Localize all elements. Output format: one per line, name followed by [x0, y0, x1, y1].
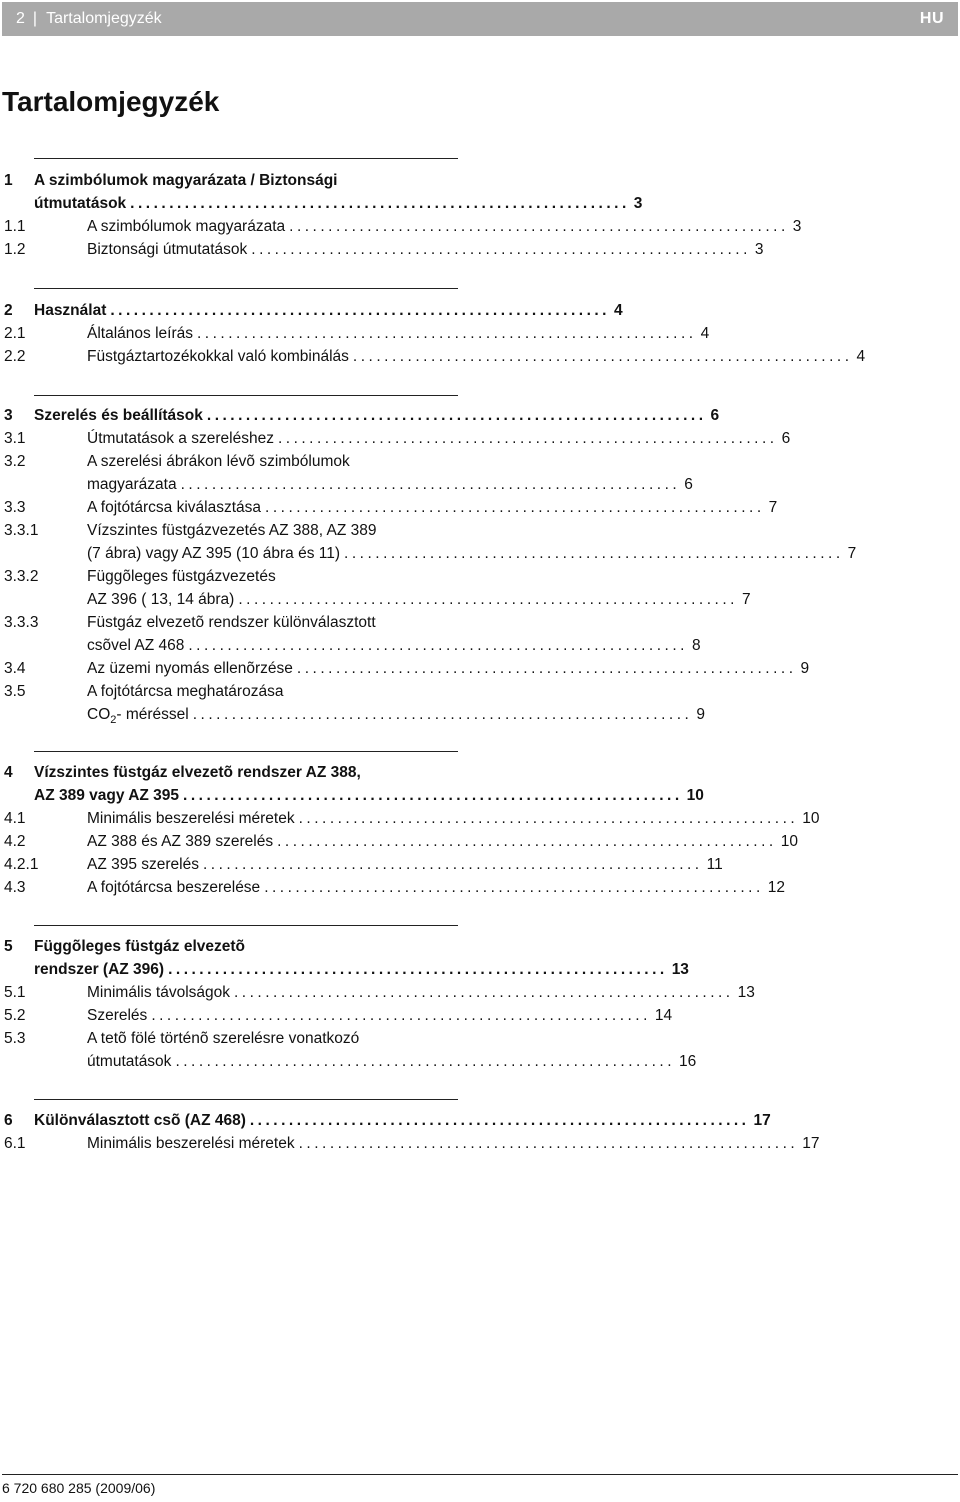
leader-dots: ................................................................: [110, 302, 610, 319]
toc-entry-number: 3.1: [4, 430, 26, 447]
toc-entry-title: A szimbólumok magyarázata: [87, 218, 286, 235]
toc-entry-3-3-1[interactable]: [4, 521, 458, 541]
leader-dots: ................................................................: [180, 476, 681, 493]
leader-dots: ................................................................: [196, 325, 697, 342]
section-divider: [34, 288, 458, 289]
toc-entry-title: A fojtótárcsa kiválasztása: [87, 499, 262, 516]
toc-entry-title: Használat: [34, 302, 107, 319]
toc-entry-title: Minimális távolságok: [87, 984, 230, 1001]
toc-entry-title: Minimális beszerelési méretek: [87, 810, 295, 827]
toc-entry-number: 3: [4, 407, 13, 424]
toc-entry-title: Biztonsági útmutatások: [87, 241, 248, 258]
toc-entry-number: 3.3.2: [4, 568, 39, 585]
toc-entry-page: 7: [741, 591, 751, 608]
toc-entry-4-1[interactable]: [4, 809, 820, 829]
toc-entry-3-3-3-cont[interactable]: [4, 636, 701, 656]
toc-entry-number: 5.3: [4, 1030, 26, 1047]
leader-dots: ................................................................: [175, 1053, 676, 1070]
toc-entry-title: Vízszintes füstgáz elvezetõ rendszer AZ 388,: [34, 764, 361, 781]
toc-entry-number: 3.4: [4, 660, 26, 677]
toc-entry-page: 14: [654, 1007, 673, 1024]
toc-entry-page: 6: [781, 430, 791, 447]
section-divider: [34, 925, 458, 926]
leader-dots: ................................................................: [298, 810, 799, 827]
toc-entry-number: 2.1: [4, 325, 26, 342]
toc-entry-page: 6: [684, 476, 693, 493]
leader-dots: ................................................................: [277, 833, 777, 850]
toc-entry-1-2[interactable]: [4, 240, 764, 260]
toc-entry-title: AZ 396 ( 13, 14 ábra): [87, 591, 235, 608]
toc-entry-title: A szerelési ábrákon lévõ szimbólumok: [87, 453, 350, 470]
toc-entry-4-2[interactable]: [4, 832, 798, 852]
toc-entry-5-2[interactable]: [4, 1006, 673, 1026]
toc-entry-1-cont[interactable]: [4, 194, 643, 214]
leader-dots: ................................................................: [344, 545, 844, 562]
toc-entry-3-5[interactable]: [4, 682, 458, 702]
page-title: Tartalomjegyzék: [2, 86, 220, 117]
toc-entry-page: 13: [737, 984, 755, 1001]
section-divider: [34, 1099, 458, 1100]
leader-dots: ................................................................: [168, 961, 668, 978]
section-divider: [34, 395, 458, 396]
toc-entry-3-5-cont[interactable]: [4, 705, 705, 726]
leader-dots: ................................................................: [234, 984, 734, 1001]
toc-entry-title: A tetõ fölé történõ szerelésre vonatkozó: [87, 1030, 360, 1047]
toc-entry-number: 1: [4, 172, 13, 189]
toc-entry-number: 5.2: [4, 1007, 26, 1024]
toc-entry-number: 3.5: [4, 683, 26, 700]
toc-entry-page: 3: [792, 218, 802, 235]
toc-entry-page: 17: [802, 1135, 820, 1152]
toc-entry-page: 4: [856, 348, 866, 365]
toc-entry-title: Füstgáz elvezetõ rendszer különválasztott: [87, 614, 376, 631]
section-divider: [34, 158, 458, 159]
toc-entry-page: 7: [847, 545, 857, 562]
section-divider: [34, 751, 458, 752]
leader-dots: ................................................................: [249, 1112, 750, 1129]
toc-entry-title: AZ 388 és AZ 389 szerelés: [87, 833, 274, 850]
toc-entry-number: 2.2: [4, 348, 26, 365]
toc-entry-1[interactable]: [4, 171, 458, 191]
toc-entry-5-3-cont[interactable]: [4, 1052, 697, 1072]
toc-entry-page: 6: [710, 407, 720, 424]
toc-entry-title: AZ 389 vagy AZ 395: [34, 787, 180, 804]
toc-entry-title: [87, 705, 189, 730]
toc-entry-page: 10: [780, 833, 798, 850]
toc-entry-page: 9: [696, 706, 705, 723]
toc-entry-title: A fojtótárcsa meghatározása: [87, 683, 284, 700]
toc-entry-title: Szerelés: [87, 1007, 148, 1024]
toc-entry-title: Az üzemi nyomás ellenõrzése: [87, 660, 293, 677]
toc-entry-title: magyarázata: [87, 476, 177, 493]
toc-entry-3-3-2[interactable]: [4, 567, 458, 587]
toc-entry-2[interactable]: [4, 301, 623, 321]
toc-entry-3-1[interactable]: [4, 429, 791, 449]
toc-entry-title: Általános leírás: [87, 325, 193, 342]
toc-entry-5-cont[interactable]: [4, 960, 689, 980]
toc-entry-3-2[interactable]: [4, 452, 458, 472]
leader-dots: ................................................................: [265, 499, 765, 516]
leader-dots: ................................................................: [352, 348, 853, 365]
toc-entry-page: 8: [691, 637, 701, 654]
toc-entry-page: 3: [754, 241, 764, 258]
measurement-text: - méréssel: [116, 706, 189, 723]
leader-dots: ................................................................: [203, 856, 703, 873]
toc-entry-number: 3.3: [4, 499, 26, 516]
toc-entry-title: Függõleges füstgáz elvezetõ: [34, 938, 246, 955]
toc-entry-4[interactable]: [4, 763, 458, 783]
toc-entry-number: 3.3.1: [4, 522, 39, 539]
toc-entry-3-2-cont[interactable]: [4, 475, 693, 495]
toc-entry-title: rendszer (AZ 396): [34, 961, 165, 978]
toc-entry-page: 10: [802, 810, 820, 827]
toc-entry-3-3-3[interactable]: [4, 613, 458, 633]
toc-entry-6[interactable]: [4, 1111, 771, 1131]
toc-entry-title: Függõleges füstgázvezetés: [87, 568, 276, 585]
toc-entry-page: 7: [768, 499, 778, 516]
toc-entry-5[interactable]: [4, 937, 458, 957]
toc-entry-title: Füstgáztartozékokkal való kombinálás: [87, 348, 349, 365]
toc-entry-number: 4.2.1: [4, 856, 39, 873]
toc-entry-page: 4: [700, 325, 710, 342]
toc-entry-3-3-1-cont[interactable]: [4, 544, 857, 564]
toc-entry-2-1[interactable]: [4, 324, 710, 344]
leader-dots: ................................................................: [277, 430, 778, 447]
toc-entry-number: 4.3: [4, 879, 26, 896]
toc-entry-number: 2: [4, 302, 13, 319]
leader-dots: ................................................................: [238, 591, 738, 608]
toc-entry-number: 6: [4, 1112, 13, 1129]
header-page-number: 2: [16, 10, 25, 27]
toc-entry-page: 10: [686, 787, 704, 804]
toc-entry-title: Vízszintes füstgázvezetés AZ 388, AZ 389: [87, 522, 377, 539]
leader-dots: ................................................................: [130, 195, 630, 212]
leader-dots: ................................................................: [192, 706, 693, 723]
leader-dots: ................................................................: [151, 1007, 651, 1024]
toc-entry-number: 5.1: [4, 984, 26, 1001]
toc-entry-3-4[interactable]: [4, 659, 810, 679]
toc-entry-number: 1.1: [4, 218, 26, 235]
toc-entry-page: 12: [767, 879, 786, 896]
co2-text: CO: [87, 706, 111, 723]
toc-entry-4-3[interactable]: [4, 878, 786, 898]
toc-entry-page: 9: [800, 660, 810, 677]
page-header-bar: [2, 2, 958, 36]
toc-entry-3[interactable]: [4, 406, 720, 426]
toc-entry-title: útmutatások: [87, 1053, 172, 1070]
leader-dots: ................................................................: [264, 879, 764, 896]
toc-entry-title: (7 ábra) vagy AZ 395 (10 ábra és 11): [87, 545, 341, 562]
leader-dots: ................................................................: [183, 787, 683, 804]
toc-entry-title: Minimális beszerelési méretek: [87, 1135, 295, 1152]
toc-entry-title: A fojtótárcsa beszerelése: [87, 879, 261, 896]
toc-entry-number: 4: [4, 764, 13, 781]
toc-entry-6-1[interactable]: [4, 1134, 820, 1154]
toc-entry-title: útmutatások: [34, 195, 127, 212]
header-language: HU: [919, 10, 944, 27]
toc-entry-4-cont[interactable]: [4, 786, 704, 806]
leader-dots: ................................................................: [296, 660, 797, 677]
leader-dots: ................................................................: [188, 637, 688, 654]
toc-entry-5-3[interactable]: [4, 1029, 458, 1049]
toc-entry-1-1[interactable]: [4, 217, 802, 237]
toc-entry-title: AZ 395 szerelés: [87, 856, 199, 873]
toc-entry-number: 4.2: [4, 833, 26, 850]
toc-entry-page: 4: [613, 302, 623, 319]
toc-entry-page: 13: [671, 961, 689, 978]
toc-entry-title: A szimbólumok magyarázata / Biztonsági: [34, 172, 338, 189]
toc-entry-number: 6.1: [4, 1135, 26, 1152]
toc-entry-page: 17: [753, 1112, 771, 1129]
leader-dots: ................................................................: [206, 407, 707, 424]
leader-dots: ................................................................: [298, 1135, 799, 1152]
header-separator: |: [32, 10, 38, 27]
document-number: 6 720 680 285 (2009/06): [2, 1480, 156, 1496]
leader-dots: ................................................................: [289, 218, 789, 235]
leader-dots: ................................................................: [251, 241, 751, 258]
toc-entry-page: 16: [679, 1053, 697, 1070]
toc-entry-4-2-1[interactable]: [4, 855, 723, 875]
toc-entry-number: 5: [4, 938, 13, 955]
footer-divider: [2, 1474, 958, 1475]
toc-entry-page: 3: [633, 195, 643, 212]
co2-subscript: 2: [110, 714, 117, 726]
toc-entry-number: 3.3.3: [4, 614, 39, 631]
toc-entry-title: Útmutatások a szereléshez: [87, 430, 274, 447]
toc-entry-2-2[interactable]: [4, 347, 866, 367]
toc-entry-3-3[interactable]: [4, 498, 778, 518]
toc-entry-number: 4.1: [4, 810, 26, 827]
toc-entry-5-1[interactable]: [4, 983, 755, 1003]
toc-entry-page: 11: [706, 856, 723, 873]
toc-entry-3-3-2-cont[interactable]: [4, 590, 751, 610]
toc-entry-title: Különválasztott csõ (AZ 468): [34, 1112, 246, 1129]
toc-entry-title: csõvel AZ 468: [87, 637, 185, 654]
toc-entry-title: Szerelés és beállítások: [34, 407, 203, 424]
header-title: Tartalomjegyzék: [46, 10, 162, 27]
toc-entry-number: 1.2: [4, 241, 26, 258]
toc-entry-number: 3.2: [4, 453, 26, 470]
